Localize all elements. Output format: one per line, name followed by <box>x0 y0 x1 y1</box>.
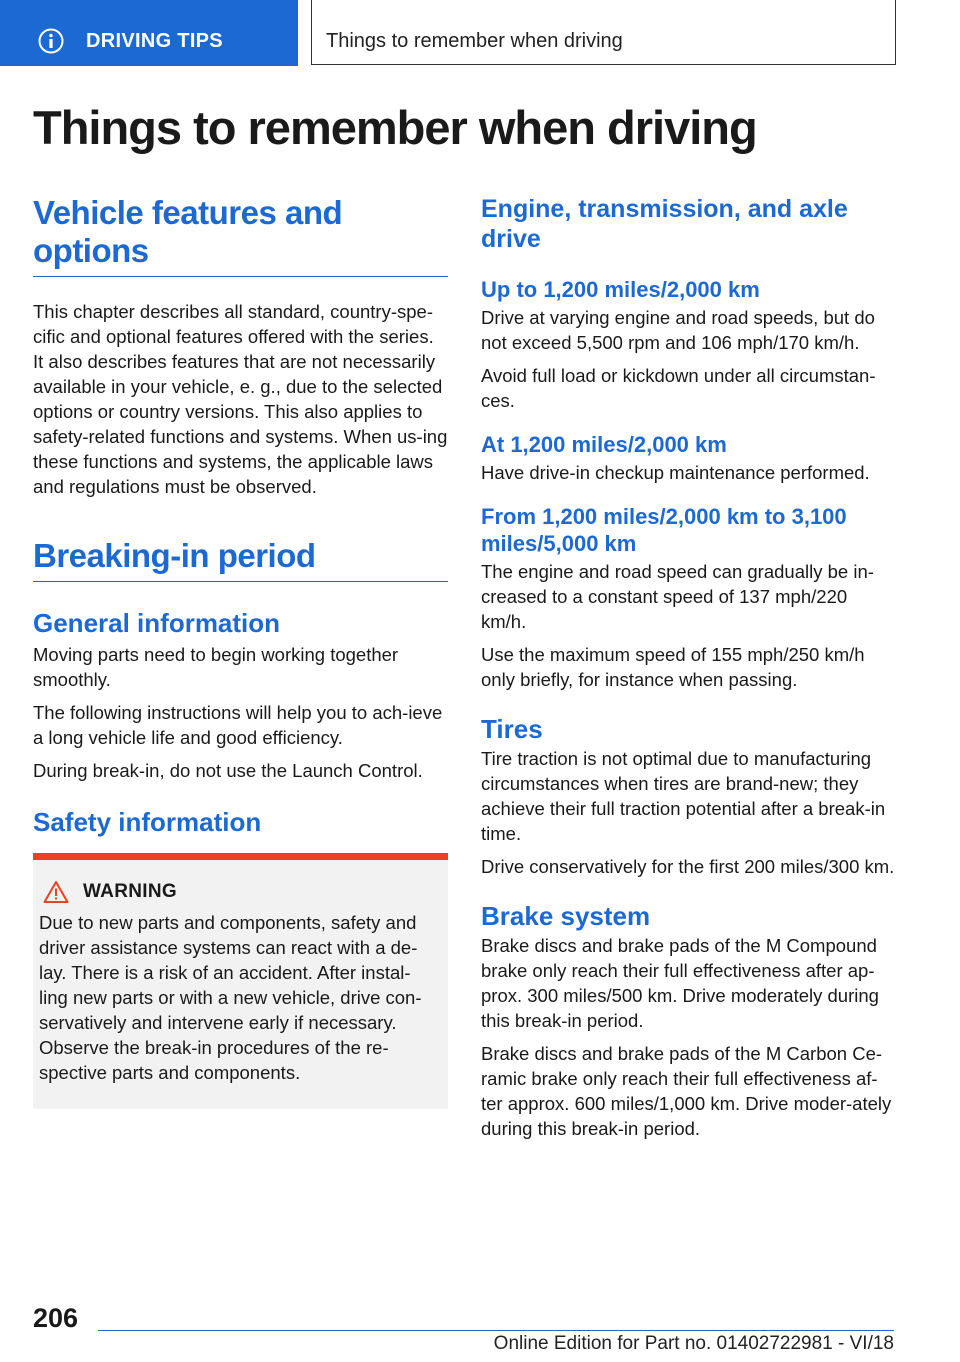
engine-sub3-p2: Use the maximum speed of 155 mph/250 km/h only briefly, for instance when passing. <box>481 644 865 690</box>
brake-p1: Brake discs and brake pads of the M Compound brake only reach their full effectiveness after ap-prox. 300 miles/500 km. Drive moderately during this break-in period. <box>481 935 879 1031</box>
warning-body: Due to new parts and components, safety and driver assistance systems can react with a de-lay. There is a risk of an accident. After instal-ling new parts or with a new vehicle, drive con-servatively and intervene early if necessary. Observe the break-in procedures of the re-spective parts and components. <box>39 912 422 1083</box>
left-column <box>33 190 448 1109</box>
general-info-p1: Moving parts need to begin working together smoothly. <box>33 644 399 690</box>
engine-sub1-p1: Drive at varying engine and road speeds, but do not exceed 5,500 rpm and 106 mph/170 km/h. <box>481 307 875 353</box>
engine-sub1-heading: Up to 1,200 miles/2,000 km <box>481 277 760 302</box>
engine-sub2-heading: At 1,200 miles/2,000 km <box>481 432 727 457</box>
page-title: Things to remember when driving <box>33 101 757 154</box>
warning-title: WARNING <box>83 881 177 902</box>
engine-sub1-p2: Avoid full load or kickdown under all circumstan-ces. <box>481 365 876 411</box>
vehicle-features-body: This chapter describes all standard, country-spe-cific and optional features offered with the series. It also describes features that are not necessarily available in your vehicle, e. g., due to the selected options or country versions. This also applies to safety-related functions and systems. When us-ing these functions and systems, the applicable laws and regulations must be observed. <box>33 301 448 497</box>
tires-p1: Tire traction is not optimal due to manufacturing circumstances when tires are brand-new; they achieve their full traction potential after a break-in time. <box>481 748 886 844</box>
engine-heading: Engine, transmission, and axle drive <box>481 195 848 253</box>
safety-information-heading: Safety information <box>33 807 262 837</box>
footer-edition: Online Edition for Part no. 01402722981 - VI/18 <box>493 1333 894 1354</box>
brake-system-heading: Brake system <box>481 901 651 931</box>
info-icon <box>38 28 64 54</box>
general-info-p3: During break-in, do not use the Launch Control. <box>33 760 423 781</box>
breadcrumb-text: Things to remember when driving <box>326 30 623 52</box>
tires-p2: Drive conservatively for the first 200 miles/300 km. <box>481 856 895 877</box>
engine-sub3-p1: The engine and road speed can gradually be in-creased to a constant speed of 137 mph/220 km/h. <box>481 561 874 632</box>
warning-header <box>39 880 434 904</box>
section-tab-label: DRIVING TIPS <box>86 30 223 52</box>
footer-divider <box>98 1330 894 1331</box>
warning-box <box>33 853 448 1109</box>
tires-heading: Tires <box>481 714 543 744</box>
engine-sub3-heading: From 1,200 miles/2,000 km to 3,100 miles/5,000 km <box>481 504 847 556</box>
general-info-p2: The following instructions will help you to ach-ieve a long vehicle life and good efficiency. <box>33 702 443 748</box>
breaking-in-heading: Breaking-in period <box>33 537 448 582</box>
general-information-heading: General information <box>33 608 281 638</box>
page-number: 206 <box>33 1303 79 1333</box>
section-tab[interactable] <box>0 0 298 66</box>
vehicle-features-heading: Vehicle features and options <box>33 194 448 277</box>
page-footer <box>0 1295 960 1362</box>
right-column <box>481 190 896 1141</box>
engine-sub2-p1: Have drive-in checkup maintenance performed. <box>481 462 870 483</box>
breadcrumb <box>311 0 896 65</box>
brake-p2: Brake discs and brake pads of the M Carbon Ce-ramic brake only reach their full effectiveness af-ter approx. 600 miles/1,000 km. Drive moder-ately during this break-in period. <box>481 1043 892 1139</box>
page-header <box>0 0 960 66</box>
warning-triangle-icon <box>43 880 69 904</box>
